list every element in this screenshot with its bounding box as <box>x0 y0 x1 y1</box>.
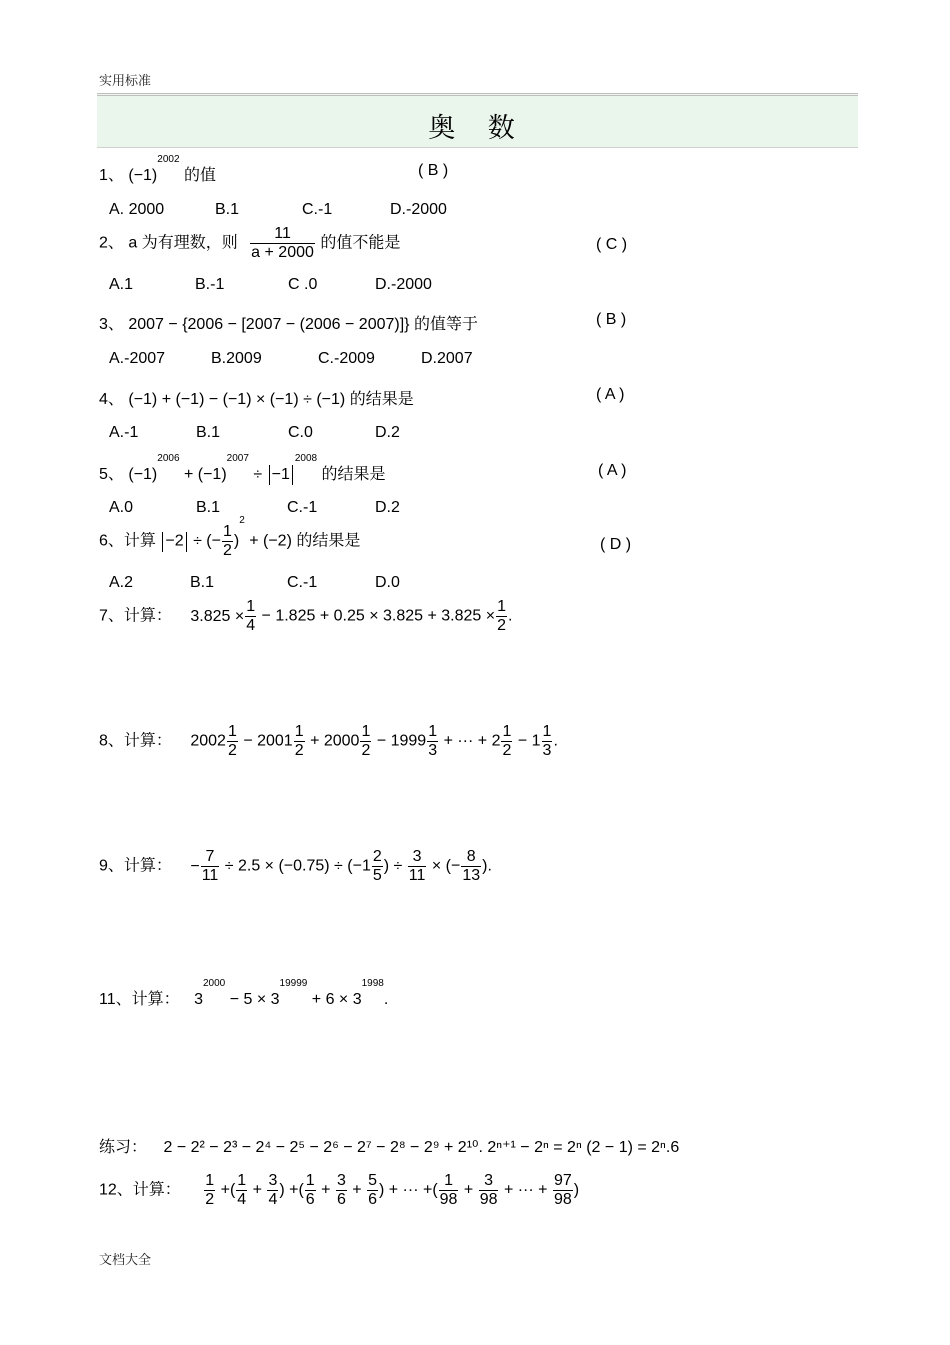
option-a: A.-1 <box>109 424 139 441</box>
numerator: 8 <box>466 848 476 865</box>
expression: . <box>553 732 558 750</box>
paren: ( <box>229 1181 236 1199</box>
option-a: A.2 <box>109 574 134 591</box>
expression: (−1) <box>128 167 158 184</box>
expression: 3.825 × <box>190 607 245 625</box>
exponent: 2007 <box>226 453 249 464</box>
integer-part: 2 <box>491 732 501 750</box>
denominator: 2 <box>294 742 304 759</box>
numerator: 3 <box>268 1172 278 1189</box>
expression: . <box>383 991 389 1008</box>
operator: + <box>310 732 320 750</box>
option-b: B.1 <box>196 499 221 516</box>
numerator: 1 <box>361 723 371 740</box>
numerator: 1 <box>542 723 552 740</box>
question-number: 4、 <box>99 391 124 408</box>
question-number: 6、计算 <box>99 532 156 550</box>
question-2 <box>99 225 400 262</box>
option-d: D.2 <box>375 499 400 516</box>
option-d: D.2007 <box>421 350 473 367</box>
numerator: 1 <box>246 598 256 615</box>
numerator: 1 <box>497 598 506 615</box>
expression: + (−2) <box>249 532 292 550</box>
question-number: 12、计算： <box>99 1181 181 1199</box>
page-title: 奥 数 <box>428 113 527 144</box>
operator: − <box>376 732 387 750</box>
option-c: C.-1 <box>287 574 318 591</box>
answer-5: ( A ) <box>598 462 627 479</box>
fraction <box>461 848 481 885</box>
expression: ÷ (− <box>193 532 221 550</box>
fraction <box>236 1172 247 1209</box>
question-1 <box>99 154 216 185</box>
denominator: 98 <box>479 1191 498 1208</box>
fraction <box>305 1172 316 1209</box>
expression: − 5 × 3 <box>229 991 280 1008</box>
operator: + ··· + <box>503 1181 548 1199</box>
numerator: 1 <box>227 723 237 740</box>
integer-part: 1 <box>531 732 541 750</box>
fraction <box>367 1172 378 1209</box>
numerator: 2 <box>372 848 382 865</box>
option-a: A. 2000 <box>109 201 165 218</box>
exponent: 2008 <box>294 453 318 464</box>
exponent: 2006 <box>157 453 180 464</box>
denominator: 4 <box>246 617 256 634</box>
answer-3: ( B ) <box>596 311 627 328</box>
denominator: 13 <box>462 867 481 884</box>
answer-2: ( C ) <box>596 236 628 253</box>
fraction <box>245 598 256 635</box>
expression: −2 <box>165 532 184 550</box>
expression: 2 − 2² − 2³ − 2⁴ − 2⁵ − 2⁶ − 2⁷ − 2⁸ − 2⁹ + 2¹⁰. 2ⁿ⁺¹ − 2ⁿ = 2ⁿ (2 − 1) = 2ⁿ.6 <box>163 1139 680 1156</box>
operator: + <box>289 1181 299 1199</box>
option-d: D.0 <box>375 574 400 591</box>
question-number: 5、 <box>99 466 124 483</box>
fraction <box>501 723 512 760</box>
numerator: 1 <box>305 1172 315 1189</box>
abs-bar <box>186 532 187 552</box>
operator: + ··· + <box>443 732 488 750</box>
denominator: 2 <box>222 542 232 559</box>
abs-bar <box>269 465 270 485</box>
exponent: 1998 <box>361 978 384 989</box>
question-text: a 为有理数，则 <box>128 234 238 252</box>
question-12: 12、计算： $\frac{1}{2}$ +( $\frac{1}{4}$ + $\frac{3}{4}$ ) +( $\frac{1}{6}$ + $\frac{3}{6}$ + $\frac{5}{6}$ ) + ··· +( $\frac{1}{98}$ + $\frac{3}{98}$ + ··· + $\frac{97}{98}$ ) <box>99 1172 580 1208</box>
question-7 <box>99 598 512 635</box>
option-a: A.-2007 <box>109 350 166 367</box>
expression: ). <box>482 857 492 875</box>
option-b: B.-1 <box>195 276 225 293</box>
numerator: 1 <box>294 723 304 740</box>
practice-label: 练习： <box>99 1139 148 1156</box>
paren: ) <box>279 1181 285 1199</box>
numerator: 3 <box>336 1172 346 1189</box>
numerator: 7 <box>205 848 215 865</box>
expression: + (−1) <box>183 466 227 483</box>
practice <box>99 1134 679 1157</box>
question-text: 的值 <box>183 167 216 184</box>
fraction <box>294 723 305 760</box>
integer-part: 2002 <box>190 732 226 750</box>
denominator: 2 <box>497 617 506 634</box>
denominator: 98 <box>553 1191 572 1208</box>
integer-part: 2001 <box>257 732 293 750</box>
denominator: 98 <box>439 1191 458 1208</box>
numerator: 11 <box>274 225 291 242</box>
question-number: 1、 <box>99 167 124 184</box>
denominator: 2 <box>205 1191 215 1208</box>
question-text: 的值不能是 <box>320 234 401 252</box>
question-number: 2、 <box>99 234 124 252</box>
fraction <box>553 1172 573 1209</box>
option-d: D.-2000 <box>375 276 432 293</box>
paren: ( <box>298 1181 304 1199</box>
numerator: 1 <box>428 723 438 740</box>
question-text: 的结果是 <box>349 391 414 408</box>
option-b: B.1 <box>190 574 215 591</box>
abs-bar <box>162 532 163 552</box>
denominator: 2 <box>227 742 237 759</box>
fraction <box>427 723 438 760</box>
expression: 2007 − {2006 − [2007 − (2006 − 2007)]} <box>128 316 410 333</box>
fraction <box>408 848 427 885</box>
numerator: 1 <box>205 1172 215 1189</box>
question-8 <box>99 723 558 760</box>
question-text: 的结果是 <box>296 532 361 550</box>
fraction <box>201 848 220 885</box>
expression: − 1.825 + 0.25 × 3.825 + 3.825 × <box>261 607 496 625</box>
numerator: 1 <box>444 1172 453 1189</box>
expression: ÷ 2.5 × (−0.75) ÷ (−1 <box>224 857 371 875</box>
page-footer: 文档大全 <box>99 1253 152 1268</box>
denominator: 11 <box>201 867 219 884</box>
expression: . <box>508 607 513 625</box>
question-text: 的值等于 <box>413 316 478 333</box>
exponent: 2 <box>239 515 245 526</box>
numerator: 97 <box>553 1172 572 1189</box>
option-b: B.1 <box>196 424 221 441</box>
fraction <box>479 1172 499 1209</box>
option-d: D.2 <box>375 424 400 441</box>
fraction <box>222 523 233 560</box>
question-number: 7、计算： <box>99 607 172 625</box>
numerator: 3 <box>484 1172 494 1189</box>
paren: ( <box>432 1181 438 1199</box>
answer-1: ( B ) <box>418 162 449 179</box>
question-3 <box>99 311 478 334</box>
denominator: a + 2000 <box>251 244 314 261</box>
operator: ÷ <box>253 466 263 483</box>
expression: ) <box>233 532 240 550</box>
operator: + <box>220 1181 230 1199</box>
denominator: 4 <box>237 1191 247 1208</box>
fraction <box>267 1172 278 1209</box>
denominator: 6 <box>368 1191 377 1208</box>
integer-part: 2000 <box>323 732 360 750</box>
fraction <box>227 723 238 760</box>
exponent: 19999 <box>279 978 308 989</box>
expression: 3 <box>194 991 203 1008</box>
question-text: 的结果是 <box>321 466 386 483</box>
fraction <box>372 848 383 885</box>
option-a: A.0 <box>109 499 134 516</box>
denominator: 2 <box>361 742 371 759</box>
option-a: A.1 <box>109 276 134 293</box>
operator: − <box>243 732 253 750</box>
fraction <box>250 225 315 262</box>
denominator: 2 <box>502 742 512 759</box>
numerator: 3 <box>412 848 422 865</box>
option-c: C.-1 <box>302 201 333 218</box>
title-banner <box>97 93 858 148</box>
denominator: 6 <box>336 1191 346 1208</box>
question-number: 8、计算： <box>99 732 172 750</box>
exponent: 2000 <box>202 978 226 989</box>
question-number: 3、 <box>99 316 124 333</box>
answer-6: ( D ) <box>600 536 632 553</box>
expression: (−1) <box>128 466 158 483</box>
fraction <box>336 1172 347 1209</box>
denominator: 11 <box>408 867 426 884</box>
fraction <box>542 723 553 760</box>
expression: −1 <box>271 466 290 483</box>
fraction <box>360 723 371 760</box>
expression: + 6 × 3 <box>311 991 362 1008</box>
expression: × (− <box>431 857 461 875</box>
denominator: 6 <box>305 1191 315 1208</box>
option-b: B.2009 <box>211 350 262 367</box>
operator: − <box>517 732 528 750</box>
abs-bar <box>292 465 293 485</box>
fraction <box>204 1172 215 1209</box>
denominator: 4 <box>268 1191 278 1208</box>
denominator: 3 <box>428 742 438 759</box>
paren: ) <box>573 1181 580 1199</box>
operator: − <box>190 857 200 875</box>
expression: (−1) + (−1) − (−1) × (−1) ÷ (−1) <box>128 391 346 408</box>
denominator: 3 <box>542 742 552 759</box>
question-4 <box>99 386 414 409</box>
option-c: C.0 <box>288 424 313 441</box>
question-9 <box>99 848 492 885</box>
numerator: 1 <box>237 1172 247 1189</box>
numerator: 5 <box>368 1172 377 1189</box>
option-c: C.-1 <box>287 499 318 516</box>
expression: ) ÷ <box>383 857 403 875</box>
question-number: 11、计算： <box>99 991 180 1008</box>
fraction <box>496 598 507 635</box>
question-5 <box>99 453 386 485</box>
option-b: B.1 <box>215 201 240 218</box>
option-c: C .0 <box>288 276 318 293</box>
answer-4: ( A ) <box>596 386 625 403</box>
paren: ) <box>378 1181 385 1199</box>
page-header: 实用标准 <box>99 74 152 89</box>
option-c: C.-2009 <box>318 350 375 367</box>
question-6 <box>99 515 361 560</box>
fraction <box>439 1172 459 1209</box>
option-d: D.-2000 <box>390 201 447 218</box>
exponent: 2002 <box>157 154 180 165</box>
numerator: 1 <box>222 523 232 540</box>
numerator: 1 <box>502 723 512 740</box>
denominator: 5 <box>372 867 382 884</box>
integer-part: 1999 <box>390 732 427 750</box>
question-number: 9、计算： <box>99 857 172 875</box>
operator: + ··· + <box>388 1181 433 1199</box>
question-11 <box>99 978 389 1009</box>
